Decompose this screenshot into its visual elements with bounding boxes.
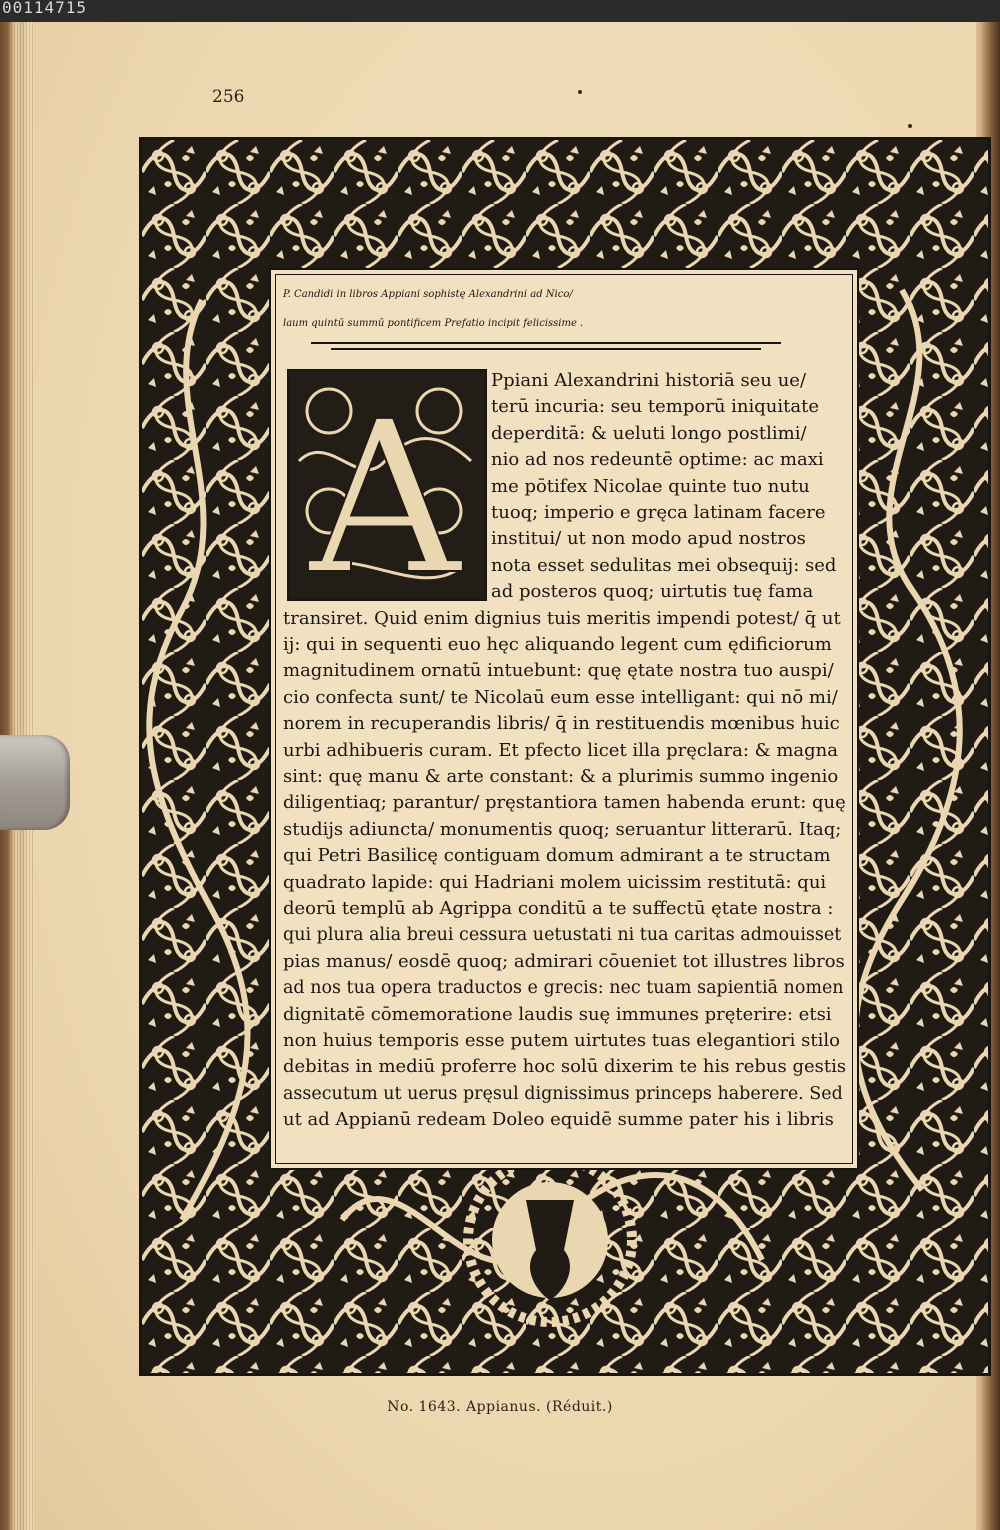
text-line: me pōtifex Nicolae quinte tuo nutu: [491, 475, 810, 497]
preface-title: [283, 280, 843, 338]
text-line: debitas in mediū proferre hoc solū dixerim te his rebus gestis: [283, 1056, 847, 1078]
text-line: cio confecta sunt/ te Nicolaū eum esse intelligant: qui nō mi/: [283, 686, 838, 708]
text-line: assecutum ut uerus pręsul dignissimus princeps haberere. Sed: [283, 1083, 843, 1104]
page-number: 256: [212, 87, 245, 107]
text-line: studijs adiuncta/ monumentis quoq; seruantur litterarū. Itaq;: [283, 818, 842, 840]
text-line: quadrato lapide: qui Hadriani molem uicissim restitutā: qui: [283, 871, 827, 893]
text-line: dignitatē cōmemoratione laudis suę immunes pręterire: etsi: [283, 1003, 832, 1025]
text-line: tuoq; imperio e gręca latinam facere: [491, 502, 826, 523]
title-rule: [331, 348, 761, 350]
title-line: laum quintū summū pontificem Prefatio incipit felicissime .: [283, 318, 584, 329]
title-rule: [311, 342, 781, 344]
text-line: nio ad nos redeuntē optime: ac maxi: [491, 449, 824, 471]
text-line: diligentiaq; parantur/ pręstantiora tamen habenda erunt: quę: [283, 792, 846, 814]
text-panel: [269, 268, 859, 1170]
page-clip: [0, 735, 70, 830]
text-line: magnitudinem ornatū intuebunt: quę ętate nostra tuo auspi/: [283, 660, 834, 682]
text-line: ut ad Appianū redeam Doleo equidē summe pater his i libris: [283, 1109, 834, 1131]
text-line: terū incuria: seu temporū iniquitate: [491, 396, 819, 418]
decorated-initial: [287, 369, 487, 601]
ink-spot: [578, 90, 582, 94]
text-line: ij: qui in sequenti euo hęc aliquando legent cum ędificiorum: [283, 634, 832, 655]
text-line: Ppiani Alexandrini historiā seu ue/: [491, 370, 807, 391]
corner-label: 00114715: [2, 0, 88, 17]
text-line: qui Petri Basilicę contiguam domum admirant a te structam: [283, 845, 831, 867]
text-line: pias manus/ eosdē quoq; admirari cōueniet tot illustres libros: [283, 950, 845, 972]
text-line: norem in recuperandis libris/ q̄ in restituendis mœnibus huic: [283, 713, 840, 735]
top-strip: [0, 0, 1000, 22]
text-line: transiret. Quid enim dignius tuis meritis impendi potest/ q̄ ut: [283, 607, 841, 629]
text-line: deperditā: & ueluti longo postlimi/: [491, 422, 807, 444]
text-line: sint: quę manu & arte constant: & a plurimis summo ingenio: [283, 766, 839, 787]
text-line: ad nos tua opera traductos e grecis: nec tuam sapientiā nomen: [283, 978, 844, 999]
text-line: non huius temporis esse putem uirtutes tuas elegantiori stilo: [283, 1030, 840, 1051]
text-line: ad posteros quoq; uirtutis tuę fama: [491, 581, 814, 603]
title-line: P. Candidi in libros Appiani sophistę Alexandrini ad Nico/: [283, 289, 573, 300]
text-line: deorū templū ab Agrippa conditū a te suffectū ętate nostra :: [283, 898, 834, 919]
initial-a-icon: [289, 371, 481, 595]
text-line: qui plura alia breui cessura uetustati ni tua caritas admouisset: [283, 925, 842, 946]
ink-spot: [908, 124, 912, 128]
text-line: nota esset sedulitas mei obsequij: sed: [491, 554, 837, 576]
initial-letter: A: [309, 376, 461, 595]
book-page: [34, 22, 976, 1530]
text-line: institui/ ut non modo apud nostros: [491, 528, 806, 550]
figure-caption: No. 1643. Appianus. (Réduit.): [387, 1399, 613, 1415]
text-line: urbi adhibueris curam. Et pfecto licet illa pręclara: & magna: [283, 739, 839, 761]
ornamental-border: [139, 137, 991, 1376]
